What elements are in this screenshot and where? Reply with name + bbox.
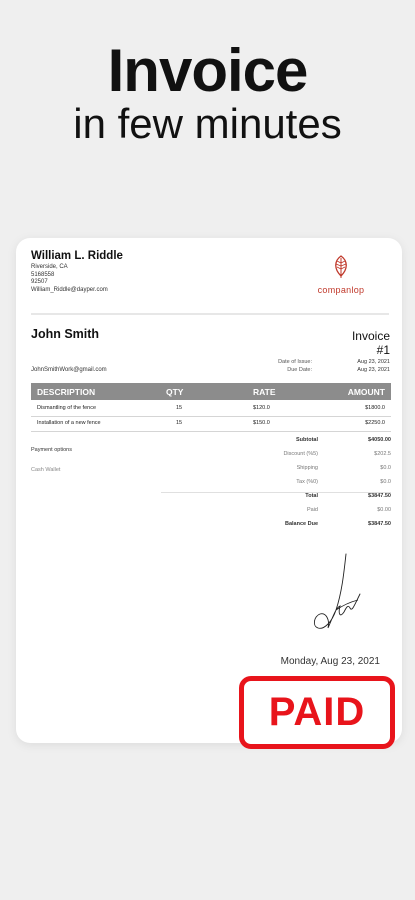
signature-date: Monday, Aug 23, 2021 [280,656,380,667]
subtotal-value: $4050.00 [368,437,391,443]
table-row [31,402,391,417]
paid-value: $0.00 [377,507,391,513]
balance-label: Balance Due [284,521,318,527]
invoice-number: #1 [376,343,390,357]
leaf-logo-icon [330,254,352,280]
row-rate: $150.0 [253,420,270,426]
sender-zip: 92507 [31,279,48,285]
col-rate: RATE [253,387,276,397]
signature-image [306,548,366,638]
sender-city: Riverside, CA [31,264,68,270]
headline-title: Invoice [107,37,308,104]
logo-text: companlop [317,285,365,295]
subtotal-label: Subtotal [296,437,318,443]
total-value: $3847.50 [368,493,391,499]
shipping-label: Shipping [296,465,318,471]
col-amount: AMOUNT [347,387,385,397]
sender-address [31,264,108,294]
discount-label: Discount (%5) [283,451,318,457]
row-description: Installation of a new fence [37,420,101,426]
client-name: John Smith [31,327,100,341]
row-rate: $120.0 [253,405,270,411]
col-qty: QTY [166,387,184,397]
payment-method: Cash Wallet [31,467,61,473]
issue-date-label: Date of Issue: [278,359,312,365]
invoice-card [16,238,402,743]
headline-subtitle: in few minutes [73,100,342,147]
client-email: JohnSmithWork@gmail.com [31,367,107,373]
total-label: Total [305,493,318,499]
tax-value: $0.0 [380,479,391,485]
invoice-title: Invoice [351,329,390,343]
shipping-value: $0.0 [380,465,391,471]
company-logo [306,254,376,295]
row-description: Dismantling of the fence [37,405,97,411]
table-header [31,383,391,400]
issue-date-value: Aug 23, 2021 [357,359,390,365]
headline [0,38,415,146]
table-row [31,417,391,432]
col-description: DESCRIPTION [37,387,96,397]
sender-name: William L. Riddle [31,250,123,262]
paid-stamp [239,676,395,749]
paid-label: Paid [306,507,318,513]
header-divider [31,313,389,315]
tax-label: Tax (%0) [296,479,318,485]
sender-email: William_Riddle@dayper.com [31,286,108,293]
payment-options-label: Payment options [31,447,72,453]
row-amount: $1800.0 [365,405,385,411]
row-qty: 15 [176,405,183,411]
balance-value: $3847.50 [368,521,391,527]
discount-value: $202.5 [374,451,391,457]
due-date-label: Due Date: [287,367,312,373]
due-date-value: Aug 23, 2021 [357,367,390,373]
row-qty: 15 [176,420,183,426]
paid-stamp-text: PAID [268,690,366,734]
row-amount: $2250.0 [365,420,385,426]
sender-phone: 5168558 [31,271,55,278]
